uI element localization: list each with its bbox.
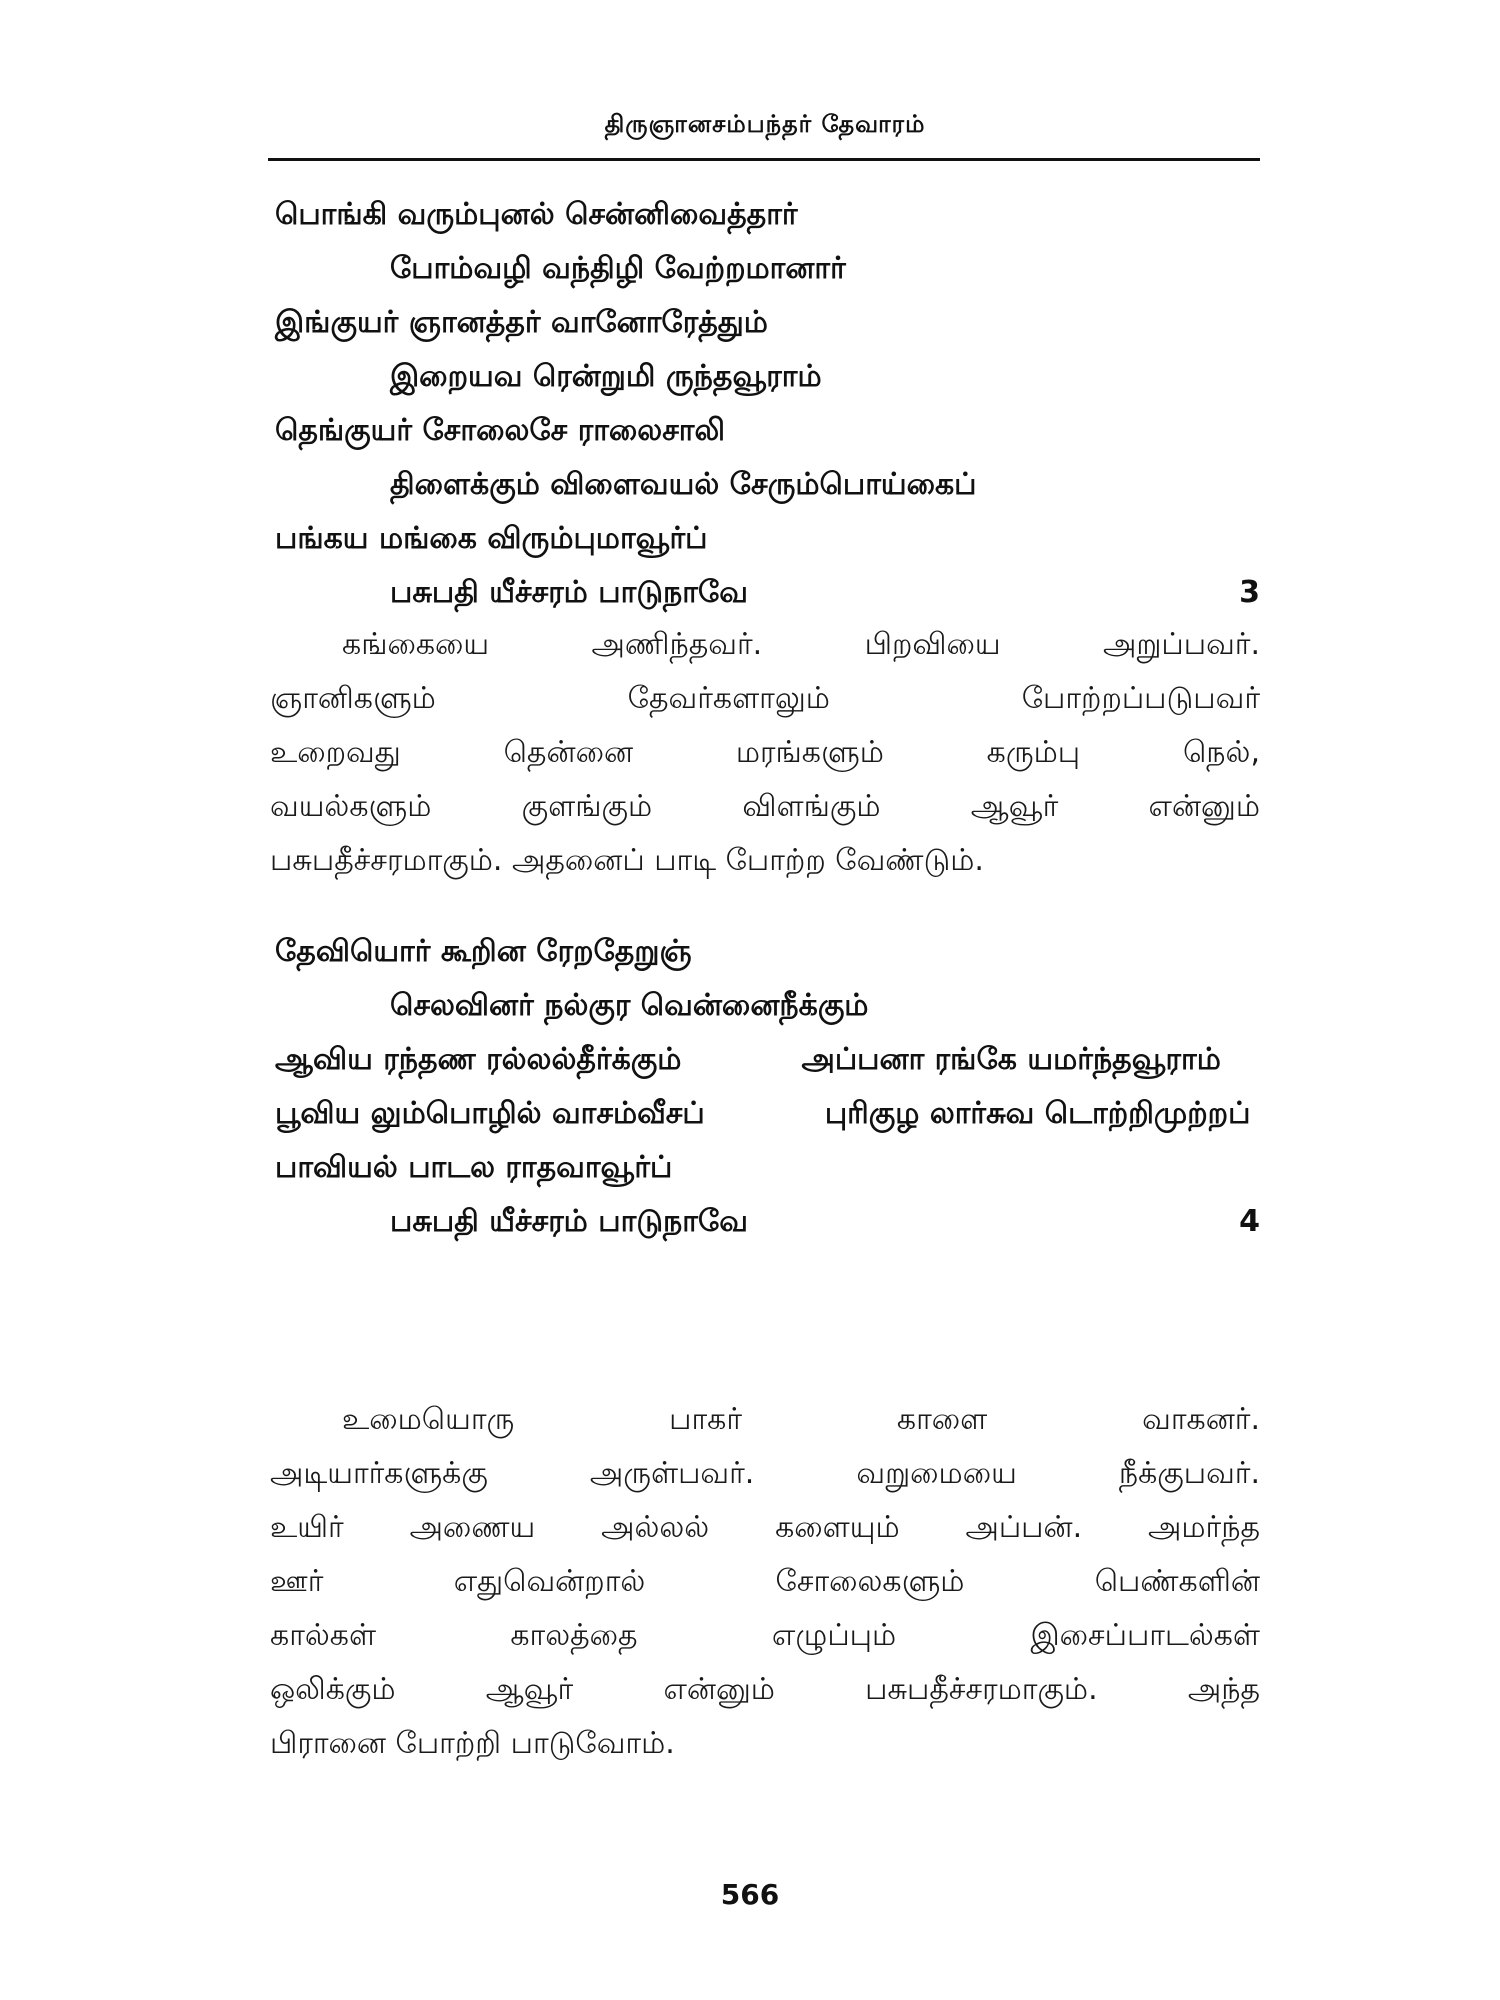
running-head: திருஞானசம்பந்தர் தேவாரம்: [604, 110, 926, 138]
commentary-line: ஊர் எதுவென்றால் சோலைகளும் பெண்களின்: [270, 1564, 1260, 1599]
commentary-line: பசுபதீச்சரமாகும். அதனைப் பாடி போற்ற வேண்டும்.: [270, 843, 984, 878]
verse-line: திளைக்கும் விளைவயல் சேரும்பொய்கைப்: [390, 467, 977, 502]
verse-4: [275, 925, 1260, 1249]
verse-number: 3: [1239, 575, 1260, 610]
verse-line: போம்வழி வந்திழி வேற்றமானார்: [390, 251, 846, 286]
verse-line: இறையவ ரென்றுமி ருந்தவூராம்: [390, 359, 822, 394]
verse-line: தேவியொர் கூறின ரேறதேறுஞ்: [275, 934, 692, 969]
commentary-line: பிரானை போற்றி பாடுவோம்.: [270, 1726, 675, 1761]
verse-line: பூவிய லும்பொழில் வாசம்வீசப்: [275, 1096, 705, 1131]
commentary-line: ஒலிக்கும் ஆவூர் என்னும் பசுபதீச்சரமாகும். அந்த: [270, 1672, 1260, 1707]
commentary-line: கங்கையை அணிந்தவர். பிறவியை அறுப்பவர்.: [342, 627, 1260, 662]
verse-line: செலவினர் நல்குர வென்னைநீக்கும்: [390, 988, 869, 1023]
verse-line: இங்குயர் ஞானத்தர் வானோரேத்தும்: [275, 305, 768, 340]
commentary-line: உறைவது தென்னை மரங்களும் கரும்பு நெல்,: [270, 735, 1260, 770]
verse-line: பாவியல் பாடல ராதவாவூர்ப்: [275, 1150, 673, 1185]
verse-line-text: பசுபதி யீச்சரம் பாடுநாவே: [390, 1204, 748, 1239]
commentary-line: உமையொரு பாகர் காளை வாகனர்.: [342, 1402, 1260, 1437]
commentary-3: [270, 618, 1260, 888]
verse-line-text: பசுபதி யீச்சரம் பாடுநாவே: [390, 575, 748, 610]
verse-line: அப்பனா ரங்கே யமர்ந்தவூராம்: [801, 1042, 1221, 1077]
verse-line: புரிகுழ லார்சுவ டொற்றிமுற்றப்: [824, 1096, 1251, 1131]
commentary-line: வயல்களும் குளங்கும் விளங்கும் ஆவூர் என்னும்: [270, 789, 1260, 824]
verse-line: தெங்குயர் சோலைசே ராலைசாலி: [275, 413, 726, 448]
commentary-line: அடியார்களுக்கு அருள்பவர். வறுமையை நீக்குபவர்.: [270, 1456, 1260, 1491]
verse-3: [275, 188, 1260, 620]
verse-line: ஆவிய ரந்தண ரல்லல்தீர்க்கும்: [275, 1042, 682, 1077]
commentary-line: ஞானிகளும் தேவர்களாலும் போற்றப்படுபவர்: [270, 681, 1260, 716]
verse-line-final: [275, 566, 1260, 620]
commentary-4: [270, 1393, 1260, 1771]
commentary-line: கால்கள் காலத்தை எழுப்பும் இசைப்பாடல்கள்: [270, 1618, 1260, 1653]
verse-line: பொங்கி வரும்புனல் சென்னிவைத்தார்: [275, 197, 798, 232]
verse-line: பங்கய மங்கை விரும்புமாவூர்ப்: [275, 521, 708, 556]
verse-line-final: [275, 1195, 1260, 1249]
page-number: 566: [720, 1878, 780, 1911]
commentary-line: உயிர் அணைய அல்லல் களையும் அப்பன். அமர்ந்த: [270, 1510, 1260, 1545]
header-rule: [268, 158, 1260, 161]
verse-number: 4: [1239, 1204, 1260, 1239]
